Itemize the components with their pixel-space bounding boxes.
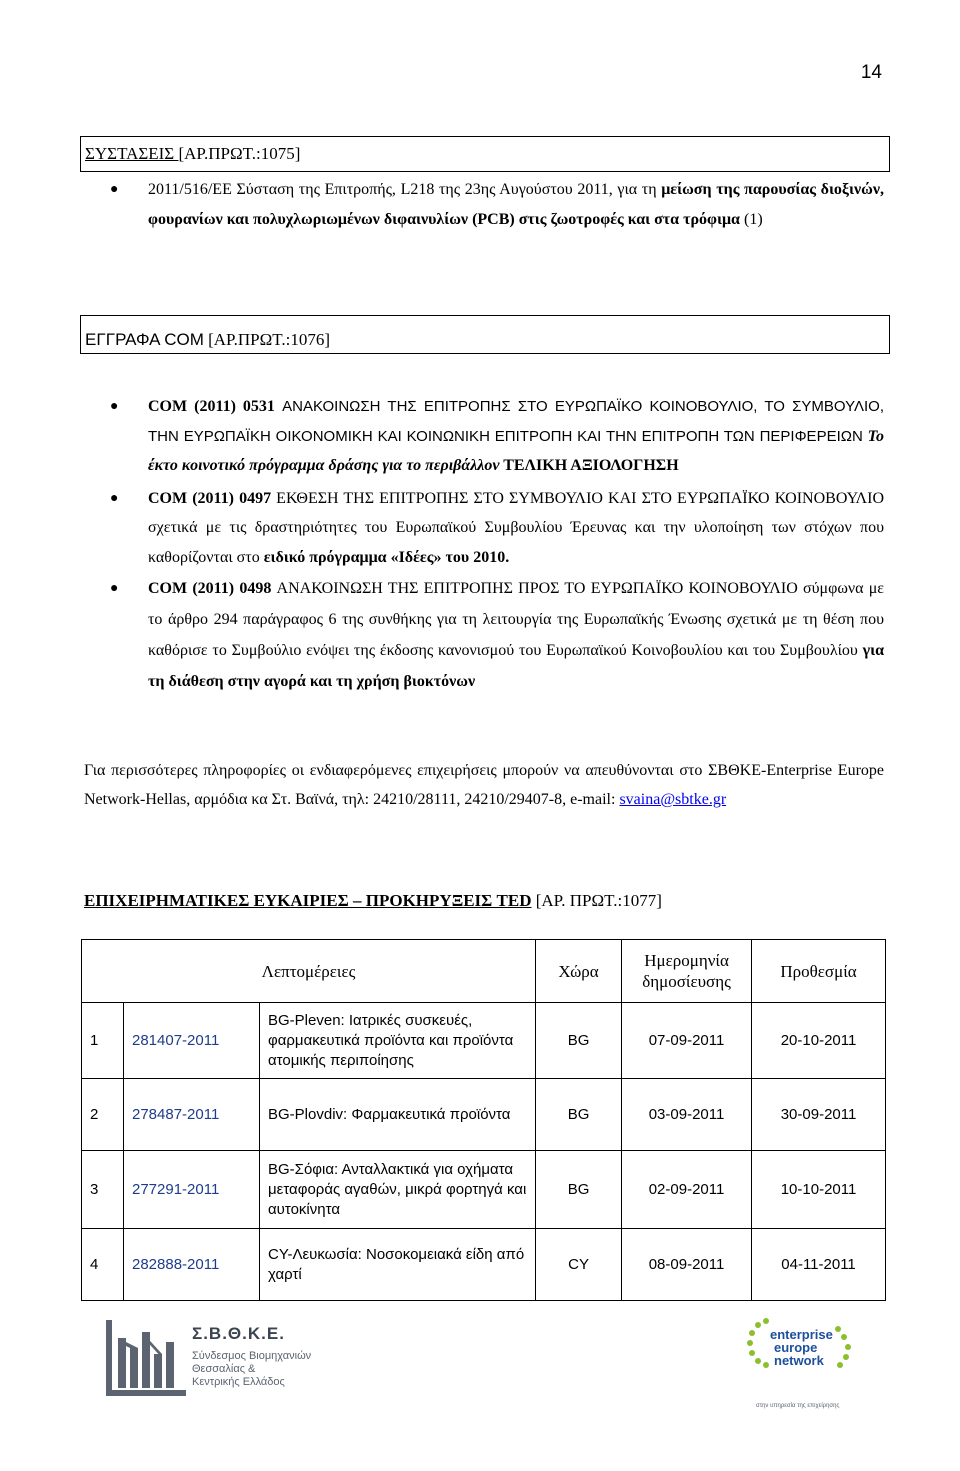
table-header-row — [82, 940, 886, 1003]
table-row: 2 278487-2011 BG-Plovdiv: Φαρμακευτικά προϊόντα BG 03-09-2011 30-09-2011 — [82, 1079, 886, 1151]
table-row: 4 282888-2011 CY-Λευκωσία: Νοσοκομειακά είδη από χαρτί CY 08-09-2011 04-11-2011 — [82, 1229, 886, 1301]
svg-text:στην υπηρεσία της επιχείρησης: στην υπηρεσία της επιχείρησης — [756, 1403, 840, 1409]
svg-text:network: network — [774, 1353, 824, 1368]
enterprise-europe-network-logo — [744, 1315, 854, 1415]
page-number: 14 — [860, 62, 882, 83]
bullet-icon: ● — [110, 581, 119, 596]
section-title: ΕΓΓΡΑΦΑ COM — [85, 330, 204, 349]
tender-ref-link[interactable]: 278487-2011 — [124, 1079, 260, 1151]
section-title: ΣΥΣΤΑΣΕΙΣ — [85, 144, 179, 163]
list-item: ● COM (2011) 0498 ΑΝΑΚΟΙΝΩΣΗ ΤΗΣ ΕΠΙΤΡΟΠΗΣ ΠΡΟΣ ΤΟ ΕΥΡΩΠΑΪΚΟ ΚΟΙΝΟΒΟΥΛΙΟ σύμφωνα με το άρθρο 294 παράγραφος 6 της συνθήκης για τη λειτουργία της Ευρωπαϊκής Ένωσης σχετικά με τη θέση που καθόρισε το Συμβούλιο ενόψει της έκδοσης κανονισμού του Ευρωπαϊκού Κοινοβουλίου και του Συμβουλίου για τη διάθεση στην αγορά και τη χρήση βιοκτόνων — [80, 573, 884, 697]
tender-ref-link[interactable]: 281407-2011 — [124, 1003, 260, 1079]
table-row: 3 277291-2011 BG-Σόφια: Ανταλλακτικά για οχήματα μεταφοράς αγαθών, μικρά φορτηγά και αυτοκίνητα BG 02-09-2011 10-10-2011 — [82, 1151, 886, 1229]
column-header-country: Χώρα — [536, 940, 622, 1003]
section-heading-business-opportunities — [84, 886, 884, 915]
bullet-icon: ● — [110, 490, 119, 506]
logo-title: Σ.Β.Θ.Κ.Ε. — [192, 1324, 285, 1343]
section-heading-recommendations — [80, 136, 890, 172]
column-header-deadline: Προθεσμία — [752, 940, 886, 1003]
svg-text:enterprise: enterprise — [770, 1327, 833, 1342]
tenders-table — [81, 939, 886, 1301]
column-header-details: Λεπτομέρειες — [82, 940, 536, 1003]
table-row: 1 281407-2011 BG-Pleven: Ιατρικές συσκευές, φαρμακευτικά προϊόντα και προϊόντα ατομικής περιποίησης BG 07-09-2011 20-10-2011 — [82, 1003, 886, 1079]
list-item: ● COM (2011) 0531 ΑΝΑΚΟΙΝΩΣΗ ΤΗΣ ΕΠΙΤΡΟΠΗΣ ΣΤΟ ΕΥΡΩΠΑΪΚΟ ΚΟΙΝΟΒΟΥΛΙΟ, ΤΟ ΣΥΜΒΟΥΛΙΟ, ΤΗΝ ΕΥΡΩΠΑΪΚΗ ΟΙΚΟΝΟΜΙΚΗ ΚΑΙ ΚΟΙΝΩΝΙΚΗ ΕΠΙΤΡΟΠΗ ΚΑΙ ΤΗΝ ΕΠΙΤΡΟΠΗ ΤΩΝ ΠΕΡΙΦΕΡΕΙΩΝ Το έκτο κοινοτικό πρόγραμμα δράσης για το περιβάλλον ΤΕΛΙΚΗ ΑΞΙΟΛΟΓΗΣΗ — [80, 392, 884, 481]
svg-text:europe: europe — [774, 1340, 818, 1355]
bullet-icon: ● — [110, 399, 119, 414]
list-item: ● COM (2011) 0497 ΕΚΘΕΣΗ ΤΗΣ ΕΠΙΤΡΟΠΗΣ ΣΤΟ ΣΥΜΒΟΥΛΙΟ ΚΑΙ ΣΤΟ ΕΥΡΩΠΑΪΚΟ ΚΟΙΝΟΒΟΥΛΙΟ σχετικά με τις δραστηριότητες του Ευρωπαϊκού Συμβουλίου Έρευνας και την υλοποίηση των στόχων που καθορίζονται στο ειδικό πρόγραμμα «Ιδέες» του 2010. — [80, 484, 884, 573]
sbtke-logo — [104, 1318, 314, 1398]
bullet-icon: ● — [110, 182, 119, 197]
een-stars-icon — [744, 1315, 854, 1415]
list-item: ● 2011/516/ΕΕ Σύσταση της Επιτροπής, L218 της 23ης Αυγούστου 2011, για τη μείωση της παρουσίας διοξινών, φουρανίων και πολυχλωριωμένων διφαινυλίων (PCB) στις ζωοτροφές και στα τρόφιμα (1) — [80, 175, 884, 235]
com-documents-list — [80, 392, 884, 697]
section-title: ΕΠΙΧΕΙΡΗΜΑΤΙΚΕΣ ΕΥΚΑΙΡΙΕΣ – ΠΡΟΚΗΡΥΞΕΙΣ TED — [84, 891, 532, 910]
contact-paragraph: Για περισσότερες πληροφορίες οι ενδιαφερόμενες επιχειρήσεις μπορούν να απευθύνονται στο ΣΒΘΚΕ-Enterprise Europe Network-Hellas, αρμόδια κα Στ. Βαϊνά, τηλ: 24210/28111, 24210/29407-8, e-mail: svaina@sbtke.gr — [84, 762, 884, 808]
recommendations-list — [80, 175, 884, 235]
tender-ref-link[interactable]: 277291-2011 — [124, 1151, 260, 1229]
section-ref: [ΑΡ. ΠΡΩΤ.:1077] — [531, 891, 662, 910]
tender-ref-link[interactable]: 282888-2011 — [124, 1229, 260, 1301]
email-link[interactable]: svaina@sbtke.gr — [619, 791, 727, 808]
section-ref: [ΑΡ.ΠΡΩΤ.:1076] — [203, 330, 331, 349]
section-ref: [ΑΡ.ΠΡΩΤ.:1075] — [178, 144, 301, 163]
column-header-published: Ημερομηνία δημοσίευσης — [622, 940, 752, 1003]
logo-subtitle: Σύνδεσμος Βιομηχανιών Θεσσαλίας & Κεντρικής Ελλάδος — [192, 1350, 312, 1388]
section-heading-com-documents — [80, 315, 890, 354]
